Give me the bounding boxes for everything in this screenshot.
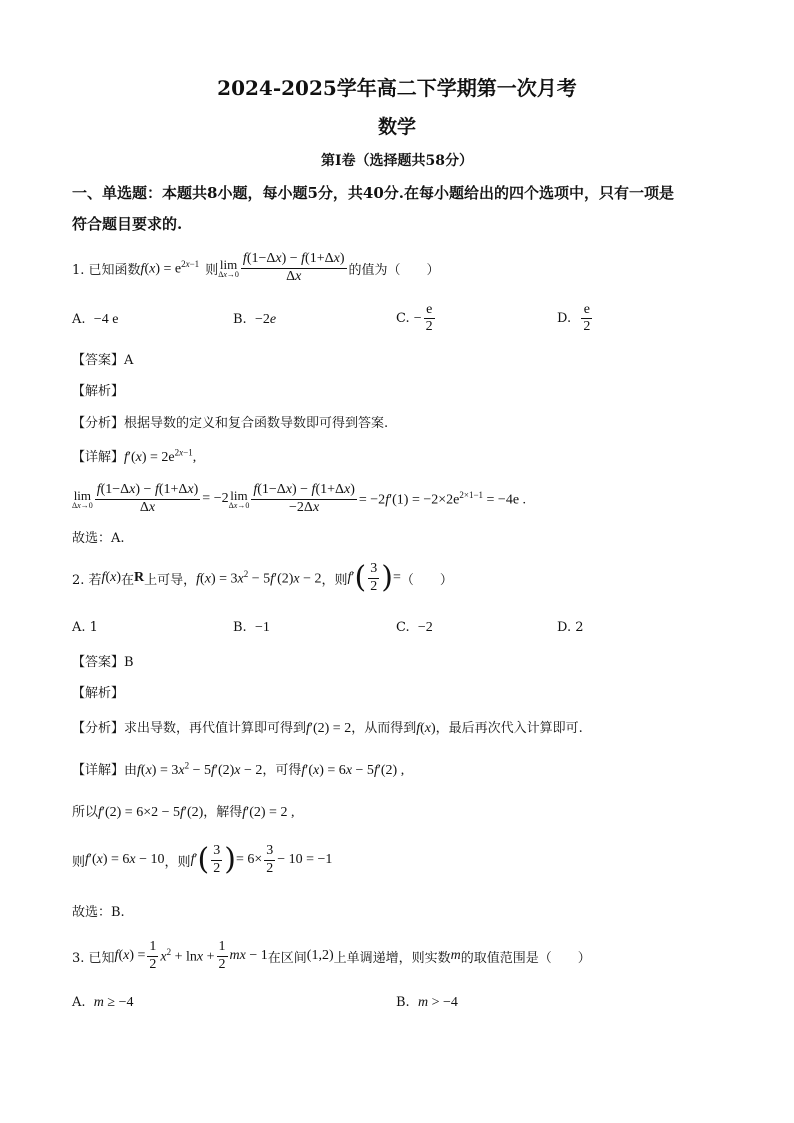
q2-choice: 故选：B. xyxy=(72,905,125,920)
q2-option-c: C. −2 xyxy=(396,620,433,635)
q1-choice: 故选：A. xyxy=(72,531,125,546)
section-heading-line2: 符合题目要求的. xyxy=(72,215,183,233)
q1-derivation: lim Δx→0 $\frac{f(1-\Delta x) - f(1+\Delta x)}{\Delta x}$ = −2 lim Δx→0 $\frac{f(1-\Delta x) - f(1+\Delta x)}{-2\Delta x}$ = $-2f'(1) = -2\times 2e^{2\times 1-1} = -4e$ . xyxy=(72,482,527,515)
question-2: 2. 若 f(x) 在 R 上可导， $f(x) = 3x^2 - 5f'(2)x - 2$ ，则 f′ ( $\frac{3}{2}$ ) = （ ） xyxy=(72,560,453,595)
q1-limit: lim Δx→0 xyxy=(218,256,239,279)
question-1 xyxy=(72,246,440,290)
q1-lead: 1. 已知函数 xyxy=(72,262,141,278)
q1-tail: 的值为（ ） xyxy=(348,262,440,278)
q1-option-a: A. −4 e xyxy=(72,312,119,327)
q1-fenxi: 【分析】根据导数的定义和复合函数导数即可得到答案. xyxy=(72,416,389,431)
q2-fenxi: 【分析】求出导数，再代值计算即可得到f′(2) = 2，从而得到f(x)，最后再次代入计算即可. xyxy=(72,721,583,736)
exam-title: 2024-2025学年高二下学期第一次月考 xyxy=(217,76,577,100)
q2-analysis-label: 【解析】 xyxy=(72,686,125,701)
q2-xiangjie: 【详解】由$f(x) = 3x^2 - 5f'(2)x - 2$，可得f′(x) = 6x − 5f′(2) , xyxy=(72,760,405,778)
q1-answer: 【答案】A xyxy=(72,353,134,368)
question-3: 3. 已知 f(x) = $\frac{1}{2}$ $x^2 + \ln x$ + $\frac{1}{2}$ mx − 1 在区间 (1,2) 上单调递增，则实数 m 的取值范围是（ ） xyxy=(72,939,591,972)
q2-option-d: D. 2 xyxy=(557,620,584,635)
q2-option-b: B. −1 xyxy=(233,620,270,635)
section-heading-line1: 一、单选题：本题共8小题，每小题5分，共40分.在每小题给出的四个选项中，只有一项是 xyxy=(72,184,674,202)
q1-xiangjie: 【详解】$f'(x) = 2e^{2x-1}$, xyxy=(72,447,197,465)
q1-option-c: C. − $\frac{e}{2}$ xyxy=(396,302,433,335)
q2-option-a: A. 1 xyxy=(72,620,98,635)
part-title: 第Ⅰ卷（选择题共58分） xyxy=(320,153,474,169)
q3-option-a: A. m ≥ −4 xyxy=(72,995,134,1010)
q1-limit-fraction: $\frac{f(1-\Delta x) - f(1+\Delta x)}{\Delta x}$ xyxy=(242,251,345,284)
q1-option-d: D. $\frac{e}{2}$ xyxy=(557,302,591,335)
q1-then: 则 xyxy=(205,262,219,278)
q1-analysis-label: 【解析】 xyxy=(72,384,125,399)
q1-option-b: B. −2e xyxy=(233,312,277,327)
q2-line2: 所以f′(2) = 6×2 − 5f′(2)，解得f′(2) = 2 , xyxy=(72,805,295,820)
q1-function: $f(x) = e^{2x-1}$ xyxy=(140,258,200,277)
q3-option-b: B. m > −4 xyxy=(396,995,458,1010)
q2-answer: 【答案】B xyxy=(72,655,134,670)
subject-title: 数学 xyxy=(377,116,416,138)
q2-line3: 则 f′(x) = 6x − 10 ，则 f′ ( $\frac{3}{2}$ ) = 6× $\frac{3}{2}$ − 10 = −1 xyxy=(72,842,333,877)
